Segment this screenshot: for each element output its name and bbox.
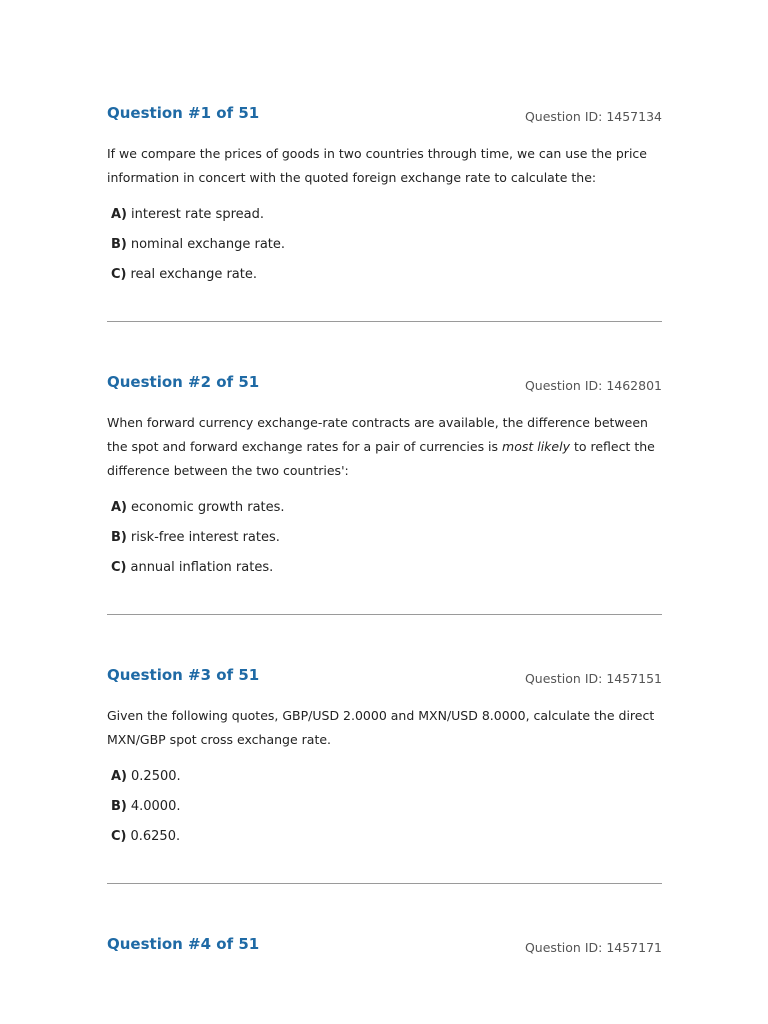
answer-text: interest rate spread. — [131, 207, 264, 222]
answer-text: real exchange rate. — [130, 267, 257, 282]
answer-text: risk-free interest rates. — [130, 530, 280, 545]
answer-list — [107, 762, 662, 852]
answer-text: 0.6250. — [130, 829, 181, 844]
answer-letter: B) — [111, 530, 127, 545]
answer-option-a[interactable] — [111, 762, 662, 792]
answer-letter: A) — [111, 769, 128, 784]
question-title: Question #4 of 51 — [107, 935, 260, 953]
answer-text: annual inflation rates. — [130, 560, 274, 575]
question-header — [107, 104, 662, 128]
answer-letter: B) — [111, 237, 127, 252]
answer-letter: C) — [111, 267, 127, 282]
question-text — [107, 142, 662, 190]
question-id: Question ID: 1457171 — [524, 940, 662, 955]
answer-letter: A) — [111, 500, 128, 515]
question-text — [107, 411, 662, 483]
answer-letter: B) — [111, 799, 127, 814]
answer-text: economic growth rates. — [131, 500, 285, 515]
question-text-emphasis: most likely — [502, 439, 570, 454]
answer-list — [107, 200, 662, 290]
answer-option-c[interactable] — [111, 553, 662, 583]
question-block-1 — [107, 104, 662, 290]
question-divider — [107, 883, 662, 884]
question-divider — [107, 321, 662, 322]
question-block-3 — [107, 666, 662, 852]
answer-option-b[interactable] — [111, 792, 662, 822]
answer-list — [107, 493, 662, 583]
question-title: Question #1 of 51 — [107, 104, 260, 122]
answer-letter: C) — [111, 560, 127, 575]
answer-letter: C) — [111, 829, 127, 844]
answer-text: 4.0000. — [130, 799, 181, 814]
answer-option-b[interactable] — [111, 523, 662, 553]
answer-option-a[interactable] — [111, 493, 662, 523]
question-text — [107, 704, 662, 752]
question-header — [107, 666, 662, 690]
question-header — [107, 935, 662, 959]
answer-option-b[interactable] — [111, 230, 662, 260]
question-id: Question ID: 1457151 — [524, 671, 662, 686]
answer-text: nominal exchange rate. — [130, 237, 286, 252]
question-block-2 — [107, 373, 662, 583]
question-text-part: Given the following quotes, GBP/USD 2.0000 and MXN/USD 8.0000, calculate the direct MXN/GBP spot cross exchange rate. — [107, 708, 655, 747]
question-header — [107, 373, 662, 397]
answer-text: 0.2500. — [131, 769, 181, 784]
question-id: Question ID: 1457134 — [524, 109, 662, 124]
question-title: Question #2 of 51 — [107, 373, 260, 391]
answer-option-c[interactable] — [111, 260, 662, 290]
answer-letter: A) — [111, 207, 128, 222]
question-title: Question #3 of 51 — [107, 666, 260, 684]
answer-option-a[interactable] — [111, 200, 662, 230]
question-block-4 — [107, 935, 662, 959]
question-text-part: to reflect the difference between the two countries': — [107, 439, 655, 478]
question-text-part: When forward currency exchange-rate contracts are available, the difference between the spot and forward exchange rates for a pair of currencies is — [107, 415, 648, 454]
question-text-part: If we compare the prices of goods in two countries through time, we can use the price information in concert with the quoted foreign exchange rate to calculate the: — [107, 146, 647, 185]
answer-option-c[interactable] — [111, 822, 662, 852]
question-id: Question ID: 1462801 — [524, 378, 662, 393]
question-divider — [107, 614, 662, 615]
